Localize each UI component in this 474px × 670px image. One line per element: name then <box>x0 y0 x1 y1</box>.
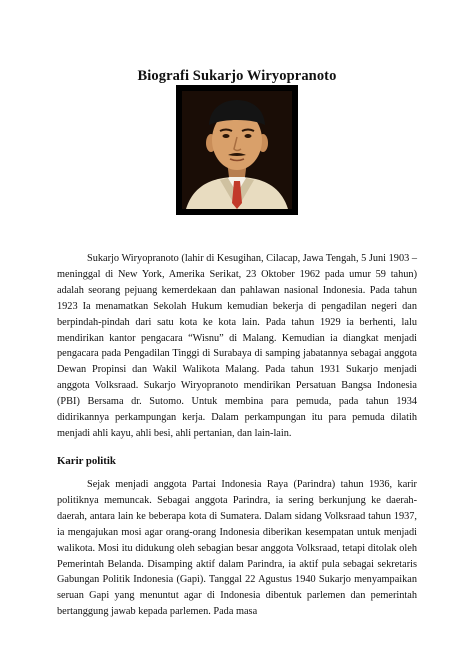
portrait-image <box>176 85 298 215</box>
biography-paragraph-1: Sukarjo Wiryopranoto (lahir di Kesugihan, Cilacap, Jawa Tengah, 5 Juni 1903 – meninggal di New York, Amerika Serikat, 23 Oktober 1962 pada umur 59 tahun) adalah seorang pejuang kemerdekaan dan pahlawan nasional Indonesia. Pada tahun 1923 Ia menamatkan Sekolah Hukum kemudian bekerja di pengadilan negeri dan berpindah-pindah dari satu kota ke kota lain. Pada tahun 1929 ia berhenti, lalu mendirikan kantor pengacara “Wisnu” di Malang. Kemudian ia diangkat menjadi pengacara pada Pengadilan Tinggi di Surabaya di samping jabatannya sebagai anggota Dewan Propinsi dan Wakil Walikota Malang. Pada tahun 1931 Sukarjo menjadi anggota Volksraad. Sukarjo Wiryopranoto mendirikan Persatuan Bangsa Indonesia (PBI) Bersama dr. Sutomo. Untuk membina para pemuda, pada tahun 1934 didirikannya perkampungan kerja. Dalam perkampungan itu para pemuda dilatih menjadi ahli kayu, ahli besi, ahli pertanian, dan lain-lain. <box>57 253 417 439</box>
portrait-eye-right <box>245 134 252 138</box>
section-heading-karir-politik: Karir politik <box>57 455 116 467</box>
page-title: Biografi Sukarjo Wiryopranoto <box>137 67 337 84</box>
biography-paragraph-2: Sejak menjadi anggota Partai Indonesia Raya (Parindra) tahun 1936, karir politiknya memuncak. Sebagai anggota Parindra, ia sering berkunjung ke daerah-daerah, antara lain ke beberapa kota di Sumatera. Dalam sidang Volksraad tahun 1937, ia mengajukan mosi agar orang-orang Indonesia diberikan kesempatan untuk menjadi walikota. Mosi itu didukung oleh sebagian besar anggota Volksraad, tetapi ditolak oleh Pemerintah Belanda. Disamping aktif dalam Parindra, ia aktif pula sebagai sekretaris Gabungan Politik Indonesia (Gapi). Tanggal 22 Agustus 1940 Sukarjo menyampaikan seruan Gapi yang menuntut agar di Indonesia dibentuk parlemen dan pemerintah bertanggung jawab kepada parlemen. Pada masa <box>57 479 417 618</box>
portrait-eye-left <box>223 134 230 138</box>
portrait-illustration <box>176 85 298 215</box>
